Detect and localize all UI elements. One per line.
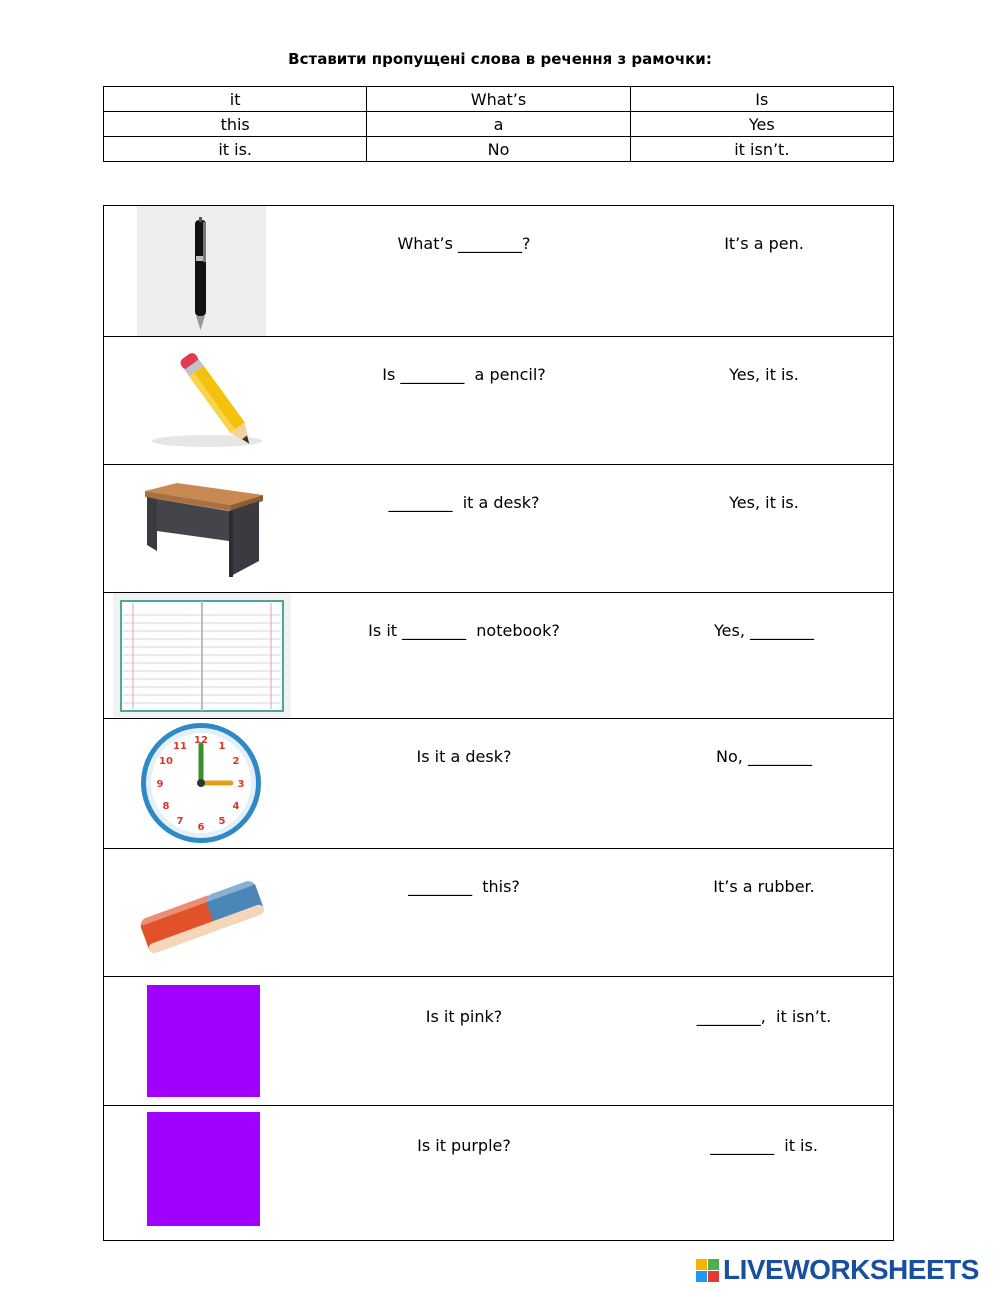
svg-text:8: 8 — [162, 801, 170, 812]
svg-text:9: 9 — [156, 779, 164, 790]
word-box-cell: What’s — [367, 87, 630, 112]
svg-text:7: 7 — [176, 816, 184, 827]
word-box-cell: this — [104, 112, 367, 137]
svg-text:11: 11 — [173, 741, 187, 752]
word-box-row — [104, 112, 894, 137]
question-text: ________ this? — [408, 877, 520, 896]
question-text: Is it purple? — [417, 1136, 511, 1155]
logo-blocks-icon — [696, 1259, 720, 1283]
exercise-row — [104, 592, 893, 719]
rubber-icon — [137, 849, 266, 977]
question-text: Is it pink? — [425, 1007, 503, 1026]
notebook-icon — [113, 593, 291, 719]
exercise-row — [104, 1105, 893, 1241]
purple-square — [147, 1112, 260, 1226]
desk-icon — [137, 465, 266, 593]
pen-icon — [137, 206, 266, 336]
word-box-row — [104, 87, 894, 112]
exercise-row — [104, 464, 893, 593]
svg-text:12: 12 — [194, 735, 208, 746]
answer-text: It’s a pen. — [724, 234, 804, 253]
word-box-cell: it isn’t. — [630, 137, 893, 162]
exercise-row — [104, 718, 893, 849]
exercise-row — [104, 976, 893, 1106]
word-box-cell: No — [367, 137, 630, 162]
exercise-row — [104, 848, 893, 977]
svg-text:1: 1 — [218, 741, 226, 752]
purple-square — [147, 985, 260, 1097]
word-box-cell: a — [367, 112, 630, 137]
logo-text: LIVEWORKSHEETS — [723, 1254, 979, 1285]
word-box-cell: it is. — [104, 137, 367, 162]
liveworksheets-logo — [696, 1254, 996, 1286]
answer-text: Yes, ________ — [714, 621, 814, 640]
answer-text: It’s a rubber. — [713, 877, 815, 896]
answer-text: Yes, it is. — [729, 365, 799, 384]
word-box-row — [104, 137, 894, 162]
svg-text:5: 5 — [218, 816, 226, 827]
exercise-table — [103, 205, 894, 1241]
question-text: Is it ________ notebook? — [368, 621, 560, 640]
answer-text: ________, it isn’t. — [696, 1007, 832, 1026]
question-text: ________ it a desk? — [388, 493, 540, 512]
exercise-row — [104, 336, 893, 465]
exercise-row — [104, 206, 893, 336]
question-text: Is ________ a pencil? — [382, 365, 546, 384]
word-box-table — [103, 86, 894, 162]
svg-text:4: 4 — [232, 801, 240, 812]
instruction-heading: Вставити пропущені слова в речення з рамочки: — [288, 50, 712, 68]
svg-text:6: 6 — [197, 822, 205, 833]
word-box-cell: Is — [630, 87, 893, 112]
svg-text:2: 2 — [232, 756, 240, 767]
question-text: What’s ________? — [397, 234, 531, 253]
answer-text: No, ________ — [716, 747, 812, 766]
word-box-cell: Yes — [630, 112, 893, 137]
word-box-cell: it — [104, 87, 367, 112]
answer-text: Yes, it is. — [729, 493, 799, 512]
svg-text:3: 3 — [237, 779, 245, 790]
clock-icon — [137, 719, 266, 849]
svg-text:10: 10 — [159, 756, 173, 767]
answer-text: ________ it is. — [710, 1136, 818, 1155]
pencil-icon — [137, 337, 266, 465]
question-text: Is it a desk? — [416, 747, 512, 766]
